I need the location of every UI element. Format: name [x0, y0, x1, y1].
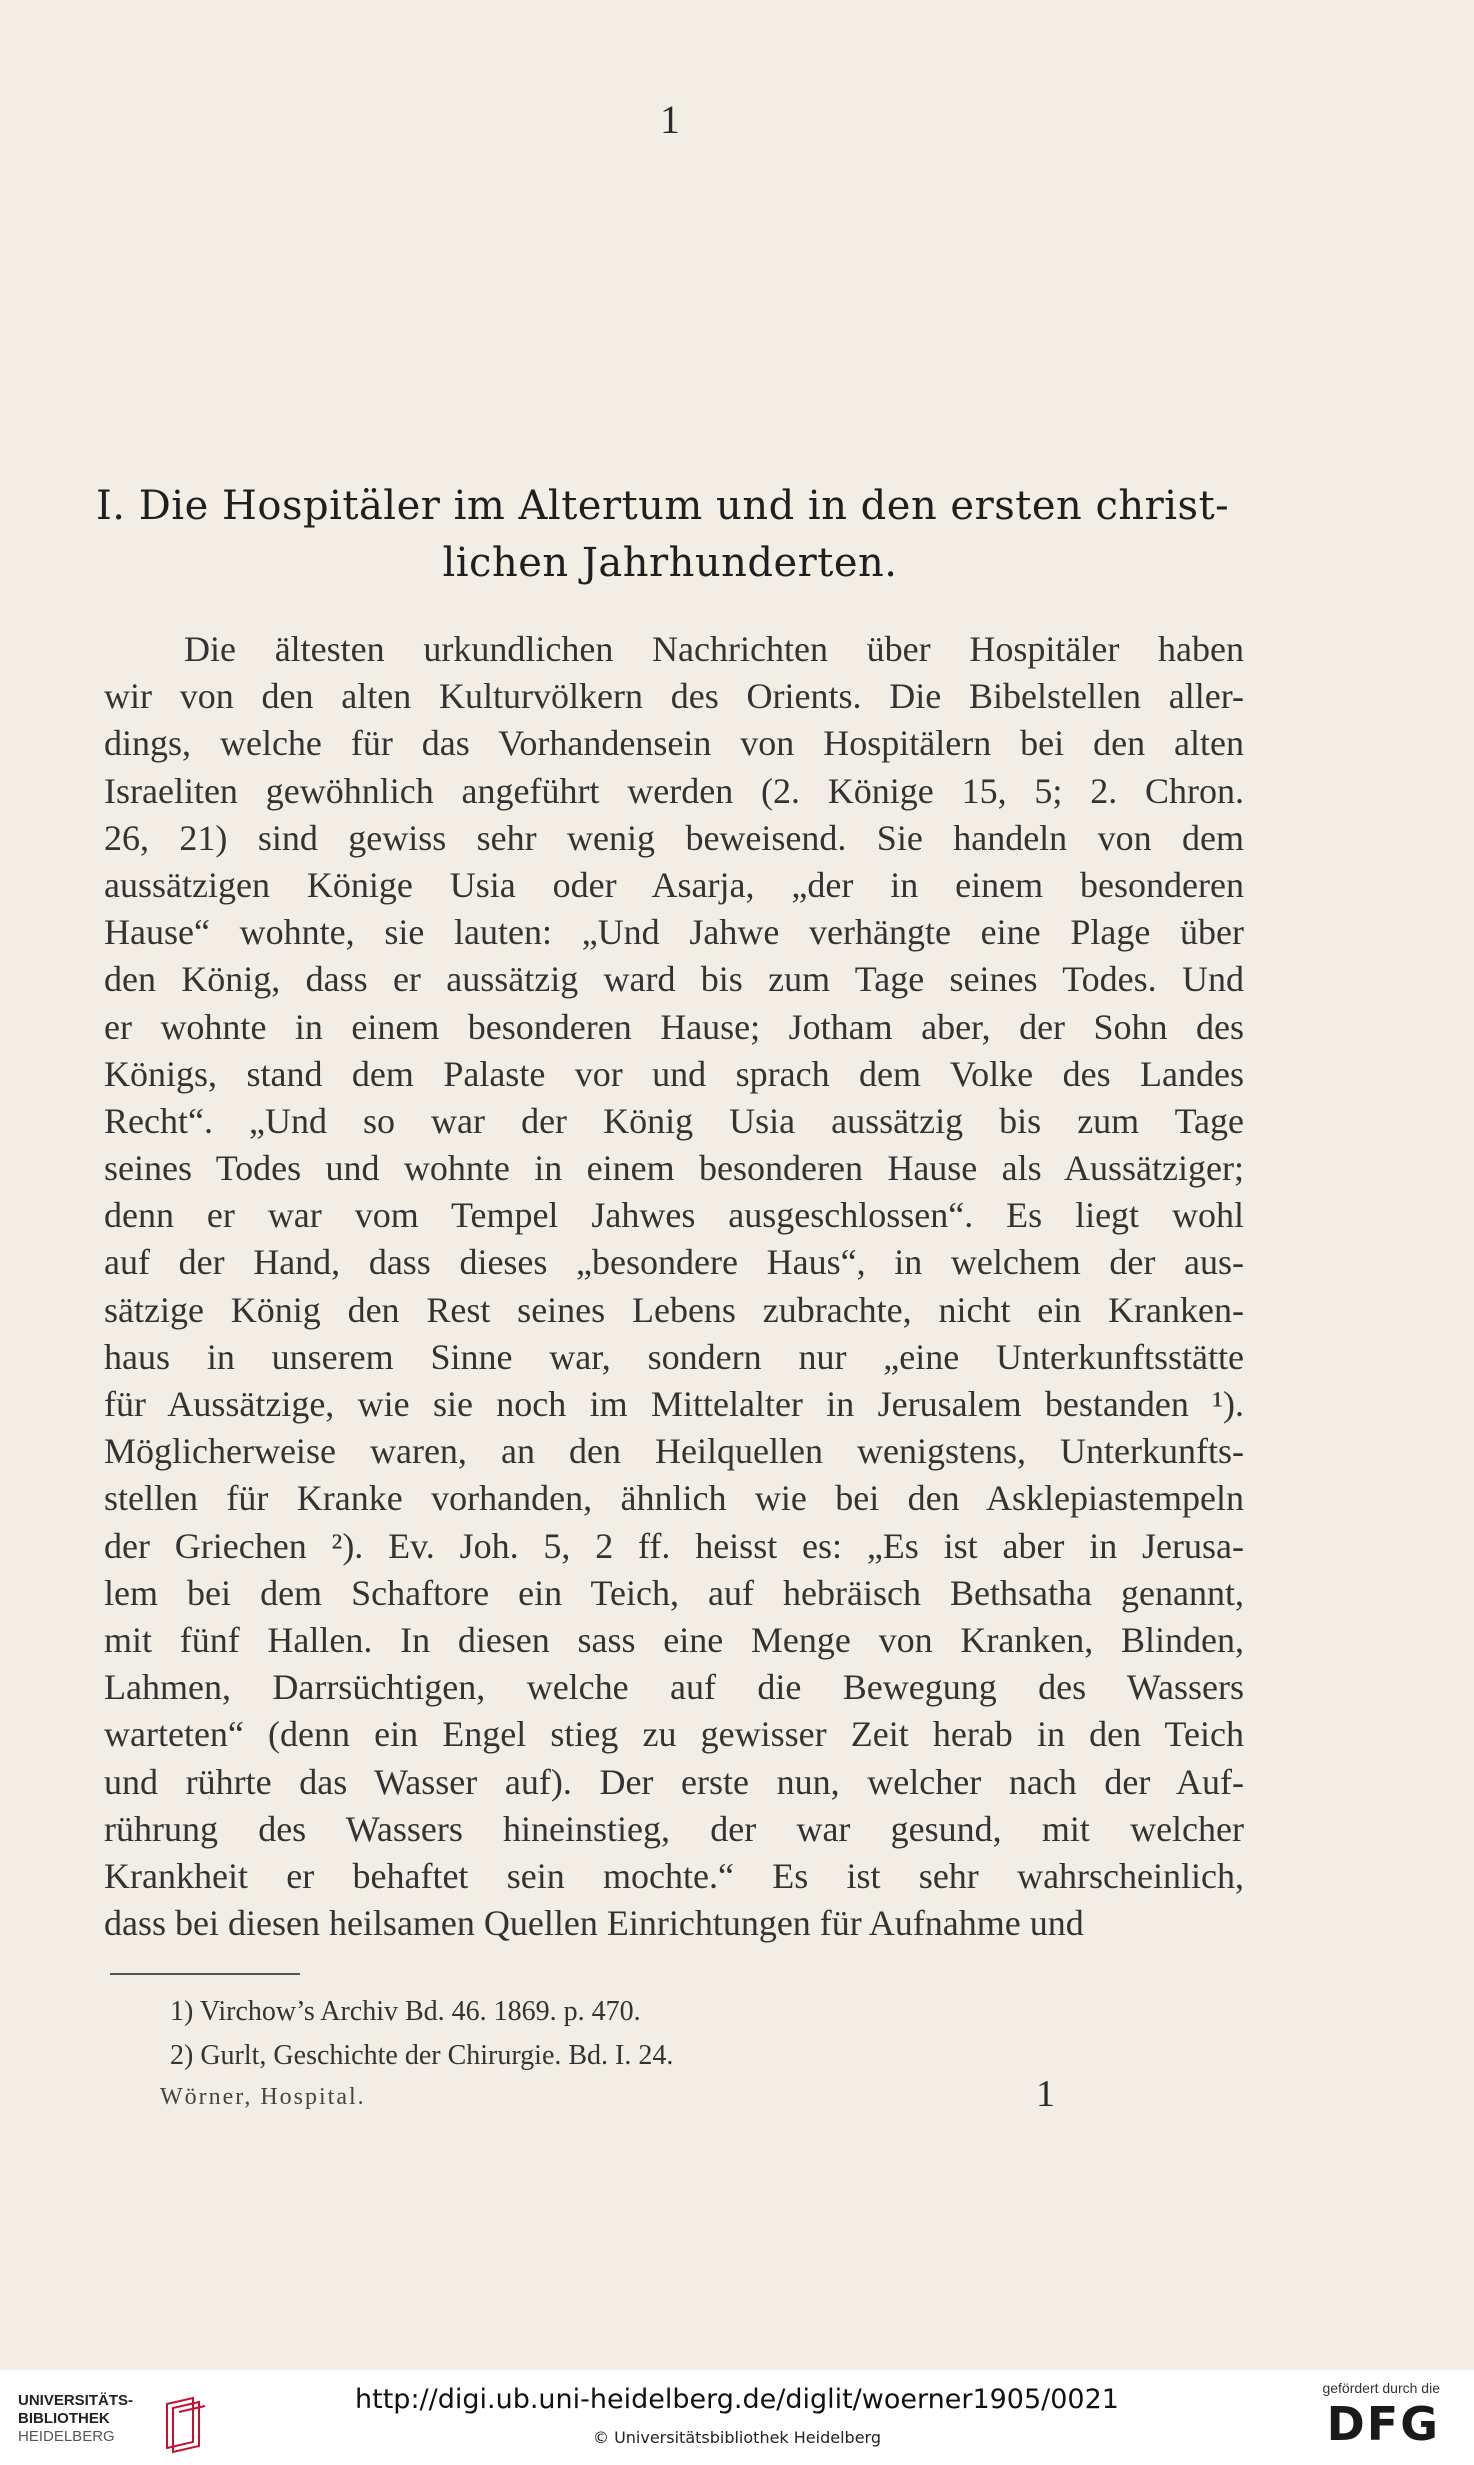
- text-line: auf der Hand, dass dieses „besondere Haus“, in welchem der aus-: [104, 1242, 1244, 1283]
- text-line: Königs, stand dem Palaste vor und sprach dem Volke des Landes: [104, 1053, 1244, 1094]
- text-line: dass bei diesen heilsamen Quellen Einrichtungen für Aufnahme und: [104, 1903, 1084, 1944]
- library-line-1: UNIVERSITÄTS-: [18, 2392, 134, 2409]
- footnote-2: 2) Gurlt, Geschichte der Chirurgie. Bd. I. 24.: [170, 2040, 674, 2071]
- text-line: Möglicherweise waren, an den Heilquellen wenigstens, Unterkunfts-: [104, 1431, 1244, 1472]
- text-line: Krankheit er behaftet sein mochte.“ Es ist sehr wahrscheinlich,: [104, 1855, 1244, 1896]
- chapter-title: [96, 478, 1244, 592]
- footnotes: [170, 1990, 673, 2078]
- footnote-1: 1) Virchow’s Archiv Bd. 46. 1869. p. 470.: [170, 1996, 641, 2027]
- text-line: Die ältesten urkundlichen Nachrichten über Hospitäler haben: [184, 629, 1244, 669]
- text-line: sätzige König den Rest seines Lebens zubrachte, nicht ein Kranken-: [104, 1289, 1244, 1330]
- text-line: er wohnte in einem besonderen Hause; Jotham aber, der Sohn des: [104, 1006, 1244, 1047]
- text-line: seines Todes und wohnte in einem besonderen Hause als Aussätziger;: [104, 1148, 1244, 1189]
- text-line: dings, welche für das Vorhandensein von Hospitälern bei den alten: [104, 723, 1244, 764]
- text-line: Hause“ wohnte, sie lauten: „Und Jahwe verhängte eine Plage über: [104, 912, 1244, 953]
- library-line-3: HEIDELBERG: [18, 2428, 115, 2445]
- text-line: den König, dass er aussätzig ward bis zum Tage seines Todes. Und: [104, 959, 1244, 1000]
- text-line: und rührte das Wasser auf). Der erste nun, welcher nach der Auf-: [104, 1761, 1244, 1802]
- text-line: wir von den alten Kulturvölkern des Orients. Die Bibelstellen aller-: [104, 676, 1244, 717]
- library-line-2: BIBLIOTHEK: [18, 2410, 110, 2427]
- footnote-divider: [110, 1973, 300, 1975]
- dfg-wordmark: DFG: [1326, 2397, 1440, 2451]
- chapter-title-line-2: lichen Jahrhunderten.: [442, 540, 898, 586]
- text-line: rührung des Wassers hineinstieg, der war gesund, mit welcher: [104, 1808, 1244, 1849]
- dfg-caption: gefördert durch die: [1322, 2380, 1440, 2396]
- sheet-number: 1: [1036, 2073, 1055, 2115]
- text-line: stellen für Kranke vorhanden, ähnlich wie bei den Asklepiastempeln: [104, 1478, 1244, 1519]
- text-line: aussätzigen Könige Usia oder Asarja, „der in einem besonderen: [104, 864, 1244, 905]
- text-line: für Aussätzige, wie sie noch im Mittelalter in Jerusalem bestanden ¹).: [104, 1384, 1244, 1424]
- signature-mark: Wörner, Hospital.: [160, 2084, 366, 2110]
- dfg-logo[interactable]: [1300, 2380, 1440, 2450]
- permalink-url[interactable]: http://digi.ub.uni-heidelberg.de/diglit/woerner1905/0021: [355, 2384, 1119, 2415]
- chapter-title-line-1: I. Die Hospitäler im Altertum und in den ersten christ-: [96, 483, 1230, 529]
- viewer-footer: [0, 2370, 1474, 2465]
- text-line: der Griechen ²). Ev. Joh. 5, 2 ff. heisst es: „Es ist aber in Jerusa-: [104, 1525, 1244, 1566]
- text-line: lem bei dem Schaftore ein Teich, auf hebräisch Bethsatha genannt,: [104, 1572, 1244, 1613]
- text-line: Recht“. „Und so war der König Usia aussätzig bis zum Tage: [104, 1100, 1244, 1141]
- text-line: denn er war vom Tempel Jahwes ausgeschlossen“. Es liegt wohl: [104, 1195, 1244, 1236]
- copyright-notice: © Universitätsbibliothek Heidelberg: [592, 2428, 881, 2447]
- text-line: 26, 21) sind gewiss sehr wenig beweisend. Sie handeln von dem: [104, 817, 1244, 858]
- text-line: warteten“ (denn ein Engel stieg zu gewisser Zeit herab in den Teich: [104, 1714, 1244, 1755]
- text-line: mit fünf Hallen. In diesen sass eine Menge von Kranken, Blinden,: [104, 1619, 1244, 1660]
- page-number: 1: [660, 97, 680, 142]
- text-line: Israeliten gewöhnlich angeführt werden (2. Könige 15, 5; 2. Chron.: [104, 770, 1244, 811]
- body-paragraph: [104, 626, 1244, 1947]
- text-line: haus in unserem Sinne war, sondern nur „eine Unterkunftsstätte: [104, 1336, 1244, 1377]
- text-line: Lahmen, Darrsüchtigen, welche auf die Bewegung des Wassers: [104, 1667, 1244, 1708]
